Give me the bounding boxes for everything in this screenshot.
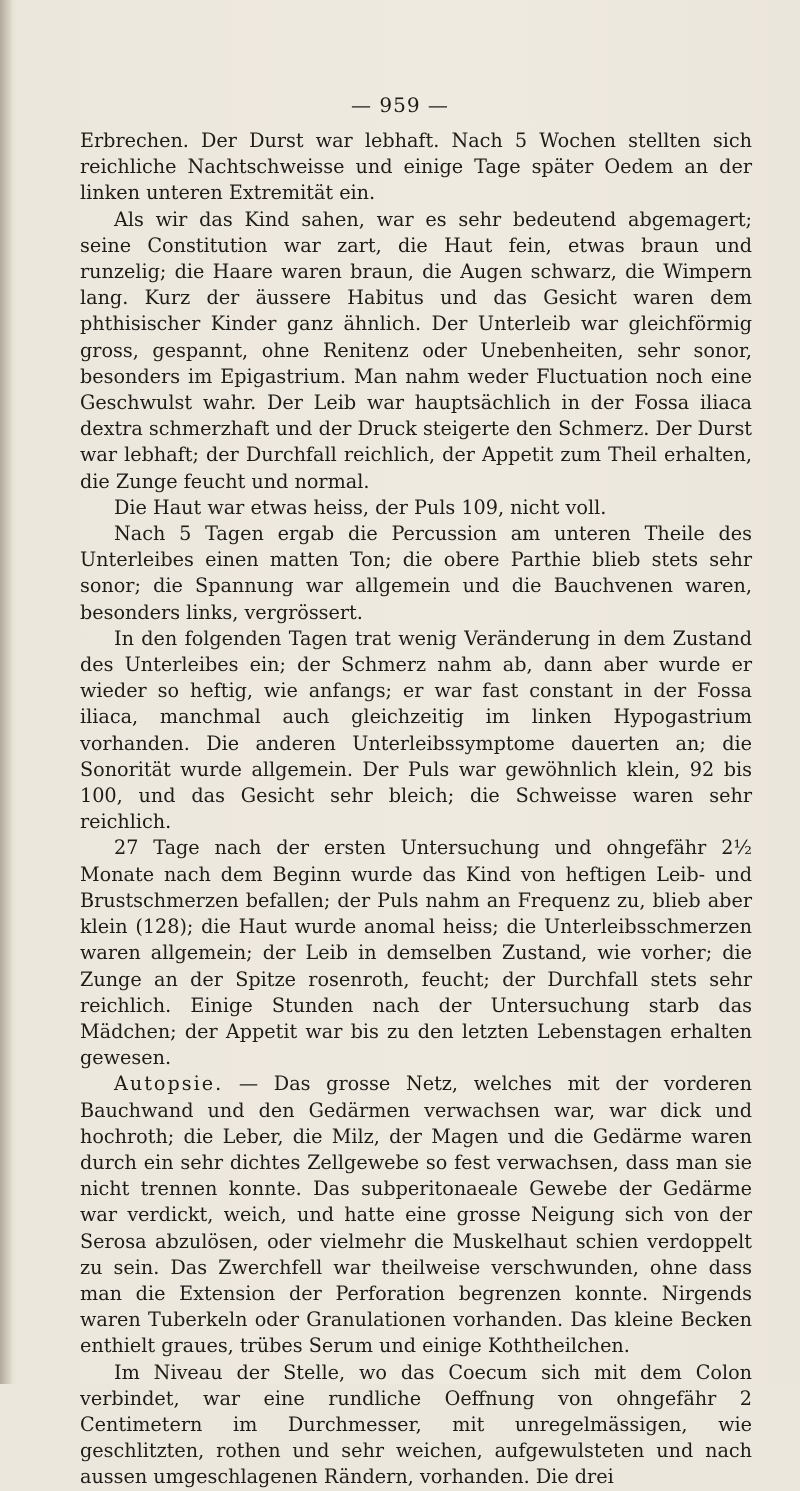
body-text	[80, 128, 752, 1491]
page-gutter-shadow	[0, 0, 12, 1384]
paragraph-autopsie	[80, 1071, 752, 1359]
paragraph: Im Niveau der Stelle, wo das Coecum sich mit dem Colon verbindet, war eine rundliche Oeffnung von ohngefähr 2 Centimetern im Durchmesser, mit unregelmässigen, wie geschlitzten, rothen und sehr weichen, aufgewulsteten und nach aussen umgeschlagenen Rändern, vorhanden. Die drei	[80, 1360, 752, 1489]
paragraph: Die Haut war etwas heiss, der Puls 109, nicht voll.	[114, 495, 607, 519]
section-lead: Autopsie.	[114, 1072, 224, 1096]
paragraph-text: — Das grosse Netz, welches mit der vorderen Bauchwand und den Gedärmen verwachsen war, war dick und hochroth; die Leber, die Milz, der Magen und die Gedärme waren durch ein sehr dichtes Zellgewebe so fest verwachsen, dass man sie nicht trennen konnte. Das subperitonaeale Gewebe der Gedärme war verdickt, weich, und hatte eine grosse Neigung sich von der Serosa abzulösen, oder vielmehr die Muskelhaut schien verdoppelt zu sein. Das Zwerchfell war theilweise verschwunden, ohne dass man die Extension der Perforation begrenzen konnte. Nirgends waren Tuberkeln oder Granulationen vorhanden. Das kleine Becken enthielt graues, trübes Serum und einige Koththeilchen.	[80, 1072, 752, 1358]
paragraph: 27 Tage nach der ersten Untersuchung und ohngefähr 2½ Monate nach dem Beginn wurde das Kind von heftigen Leib- und Brustschmerzen befallen; der Puls nahm an Frequenz zu, blieb aber klein (128); die Haut wurde anomal heiss; die Unterleibsschmerzen waren allgemein; der Leib in demselben Zustand, wie vorher; die Zunge an der Spitze rosenroth, feucht; der Durchfall stets sehr reichlich. Einige Stunden nach der Untersuchung starb das Mädchen; der Appetit war bis zu den letzten Lebenstagen erhalten gewesen.	[80, 836, 752, 1070]
paragraph: Als wir das Kind sahen, war es sehr bedeutend abgemagert; seine Constitution war zart, die Haut fein, etwas braun und runzelig; die Haare waren braun, die Augen schwarz, die Wimpern lang. Kurz der äussere Habitus und das Gesicht waren dem phthisischer Kinder ganz ähnlich. Der Unterleib war gleichförmig gross, gespannt, ohne Renitenz oder Unebenheiten, sehr sonor, besonders im Epigastrium. Man nahm weder Fluctuation noch eine Geschwulst wahr. Der Leib war hauptsächlich in der Fossa iliaca dextra schmerzhaft und der Druck steigerte den Schmerz. Der Durst war lebhaft; der Durchfall reichlich, der Appetit zum Theil erhalten, die Zunge feucht und normal.	[80, 207, 752, 493]
page-number: — 959 —	[351, 93, 449, 117]
paragraph: Erbrechen. Der Durst war lebhaft. Nach 5 Wochen stellten sich reichliche Nachtschweisse und einige Tage später Oedem an der linken unteren Extremität ein.	[80, 129, 752, 205]
paragraph: In den folgenden Tagen trat wenig Veränderung in dem Zustand des Unterleibes ein; der Schmerz nahm ab, dann aber wurde er wieder so heftig, wie anfangs; er war fast constant in der Fossa iliaca, manchmal auch gleichzeitig im linken Hypogastrium vorhanden. Die anderen Unterleibssymptome dauerten an; die Sonorität wurde allgemein. Der Puls war gewöhnlich klein, 92 bis 100, und das Gesicht sehr bleich; die Schweisse waren sehr reichlich.	[80, 626, 752, 834]
paragraph: Nach 5 Tagen ergab die Percussion am unteren Theile des Unterleibes einen matten Ton; die obere Parthie blieb stets sehr sonor; die Spannung war allgemein und die Bauchvenen waren, besonders links, vergrössert.	[80, 522, 752, 624]
